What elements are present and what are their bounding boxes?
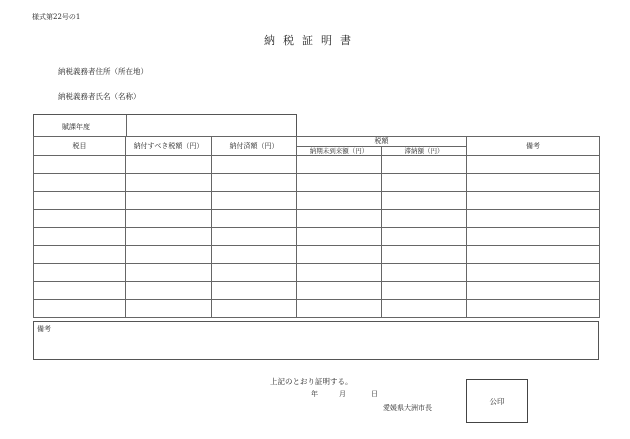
table-cell xyxy=(34,228,126,246)
table-cell xyxy=(34,174,126,192)
header-delinquent: 滞納額（円） xyxy=(382,147,467,156)
table-cell xyxy=(212,300,297,318)
table-cell xyxy=(297,282,382,300)
document-title: 納税証明書 xyxy=(264,34,359,47)
taxpayer-name-label: 納税義務者氏名（名称） xyxy=(58,92,141,101)
table-row xyxy=(34,228,600,246)
table-cell xyxy=(126,246,212,264)
table-cell xyxy=(212,156,297,174)
table-cell xyxy=(382,156,467,174)
table-cell xyxy=(297,156,382,174)
table-cell xyxy=(382,228,467,246)
form-number: 様式第22号の1 xyxy=(32,13,81,21)
seal-label: 公印 xyxy=(489,396,505,406)
table-cell xyxy=(297,246,382,264)
table-cell xyxy=(467,282,600,300)
table-cell xyxy=(126,264,212,282)
taxpayer-address-label: 納税義務者住所（所在地） xyxy=(58,67,148,76)
date-year: 年 xyxy=(311,390,318,398)
table-cell xyxy=(34,210,126,228)
table-cell xyxy=(212,210,297,228)
table-cell xyxy=(382,282,467,300)
table-cell xyxy=(212,264,297,282)
table-cell xyxy=(467,246,600,264)
certification-text: 上記のとおり証明する。 xyxy=(270,377,353,386)
table-cell xyxy=(382,246,467,264)
table-cell xyxy=(126,300,212,318)
table-cell xyxy=(297,174,382,192)
table-cell xyxy=(467,174,600,192)
table-row xyxy=(34,210,600,228)
table-row xyxy=(34,264,600,282)
table-cell xyxy=(382,264,467,282)
date-month: 月 xyxy=(339,390,346,398)
table-cell xyxy=(297,264,382,282)
table-body xyxy=(34,156,600,318)
header-tax-item: 税目 xyxy=(34,137,126,156)
table-cell xyxy=(467,264,600,282)
table-row xyxy=(34,192,600,210)
table-cell xyxy=(382,300,467,318)
table-cell xyxy=(126,282,212,300)
table-cell xyxy=(382,174,467,192)
table-cell xyxy=(34,192,126,210)
header-unpaid-not-due: 納期未到来額（円） xyxy=(297,147,382,156)
issuer-name: 愛媛県大洲市長 xyxy=(383,404,432,412)
table-cell xyxy=(212,246,297,264)
header-amount-paid: 納付済額（円） xyxy=(212,137,297,156)
table-cell xyxy=(297,192,382,210)
table-cell xyxy=(467,300,600,318)
table-row xyxy=(34,282,600,300)
table-cell xyxy=(126,210,212,228)
table-cell xyxy=(297,210,382,228)
table-cell xyxy=(382,192,467,210)
table-cell xyxy=(34,156,126,174)
table-row xyxy=(34,156,600,174)
table-cell xyxy=(212,282,297,300)
table-cell xyxy=(126,192,212,210)
table-cell xyxy=(467,228,600,246)
remarks-box xyxy=(33,321,599,360)
remarks-box-label: 備考 xyxy=(37,325,51,333)
table-cell xyxy=(212,174,297,192)
table-cell xyxy=(467,156,600,174)
table-row xyxy=(34,246,600,264)
header-amount-due: 納付すべき税額（円） xyxy=(126,137,212,156)
table-cell xyxy=(382,210,467,228)
table-row xyxy=(34,300,600,318)
table-cell xyxy=(126,228,212,246)
table-cell xyxy=(212,192,297,210)
fiscal-year-divider xyxy=(126,115,127,136)
table-cell xyxy=(467,210,600,228)
fiscal-year-label: 賦課年度 xyxy=(62,123,90,131)
table-header-row xyxy=(34,137,600,147)
date-day: 日 xyxy=(371,390,378,398)
header-tax-amount-group: 税額 xyxy=(297,137,467,147)
tax-table xyxy=(33,136,600,318)
table-cell xyxy=(297,228,382,246)
table-cell xyxy=(467,192,600,210)
table-cell xyxy=(126,156,212,174)
table-cell xyxy=(34,246,126,264)
table-cell xyxy=(126,174,212,192)
fiscal-year-box xyxy=(33,114,297,137)
official-seal-box xyxy=(466,379,528,423)
table-cell xyxy=(297,300,382,318)
table-cell xyxy=(34,264,126,282)
table-cell xyxy=(34,282,126,300)
table-cell xyxy=(212,228,297,246)
table-cell xyxy=(34,300,126,318)
header-remarks: 備考 xyxy=(467,137,600,156)
table-row xyxy=(34,174,600,192)
